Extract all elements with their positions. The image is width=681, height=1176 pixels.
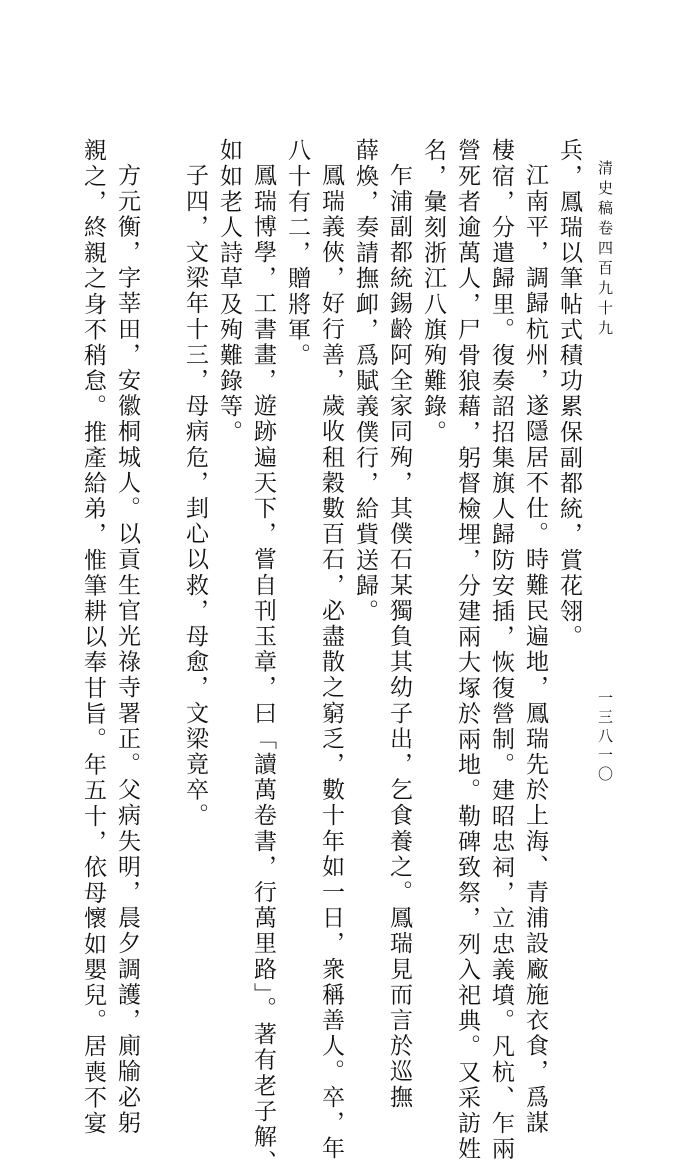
text-column-5-text: 名，彙刻浙江八旗殉難錄。	[420, 138, 446, 446]
text-column-10-text: 鳳瑞博學，工書畫，遊跡遍天下，嘗自刊玉章，曰「讀萬卷書，行萬里路」。著有老子解、	[250, 163, 276, 1176]
text-column-11	[217, 138, 240, 445]
text-column-11-text: 如如老人詩草及殉難錄等。	[216, 138, 242, 446]
text-column-9	[285, 138, 308, 368]
text-column-9-text: 八十有二，贈將軍。	[284, 138, 310, 369]
text-column-12	[183, 163, 206, 829]
text-column-2-text: 江南平，調歸杭州，遂隱居不仕。時難民遍地，鳳瑞先於上海、青浦設廠施衣食，爲謀	[522, 163, 548, 1136]
text-column-13-text: 方元衡，字莘田，安徽桐城人。以貢生官光祿寺署正。父病失明，晨夕調護，廁牏必躬	[114, 163, 140, 1136]
text-column-14	[81, 138, 104, 1136]
text-column-6	[387, 163, 410, 1110]
text-column-3	[489, 138, 512, 1162]
text-column-13	[115, 163, 138, 1136]
running-title: 清史稿卷四百九十九	[596, 160, 614, 340]
text-column-10	[251, 163, 274, 1176]
text-column-12-text: 子四，文梁年十三，母病危，刲心以救，母愈，文梁竟卒。	[182, 163, 208, 829]
text-column-1	[557, 138, 580, 650]
text-column-8-text: 鳳瑞義俠，好行善，歲收租穀數百石，必盡散之窮乏，數十年如一日，衆稱善人。卒，年	[318, 163, 344, 1162]
text-column-3-text: 棲宿，分遣歸里。復奏詔招集旗人歸防安插，恢復營制。建昭忠祠，立忠義墳。凡杭、乍兩	[488, 138, 514, 1162]
text-column-8	[319, 163, 342, 1161]
text-column-4-text: 營死者逾萬人，尸骨狼藉，躬督檢埋，分建兩大塚於兩地。勒碑致祭，列入祀典。又采訪姓	[454, 138, 480, 1162]
text-column-1-text: 兵，鳳瑞以筆帖式積功累保副都統，賞花翎。	[556, 138, 582, 650]
text-column-2	[523, 163, 546, 1136]
text-column-4	[455, 138, 478, 1162]
text-column-5	[421, 138, 444, 445]
text-column-7	[353, 138, 376, 624]
page-number: 一三八一〇	[596, 690, 614, 785]
text-column-7-text: 薛煥，奏請撫卹，爲賦義僕行，給貲送歸。	[352, 138, 378, 625]
text-column-14-text: 親之，終親之身不稍怠。推產給弟，惟筆耕以奉甘旨。年五十，依母懷如嬰兒。居喪不宴	[80, 138, 106, 1137]
text-column-6-text: 乍浦副都統錫齡阿全家同殉，其僕石某獨負其幼子出，乞食養之。鳳瑞見而言於巡撫	[386, 163, 412, 1111]
